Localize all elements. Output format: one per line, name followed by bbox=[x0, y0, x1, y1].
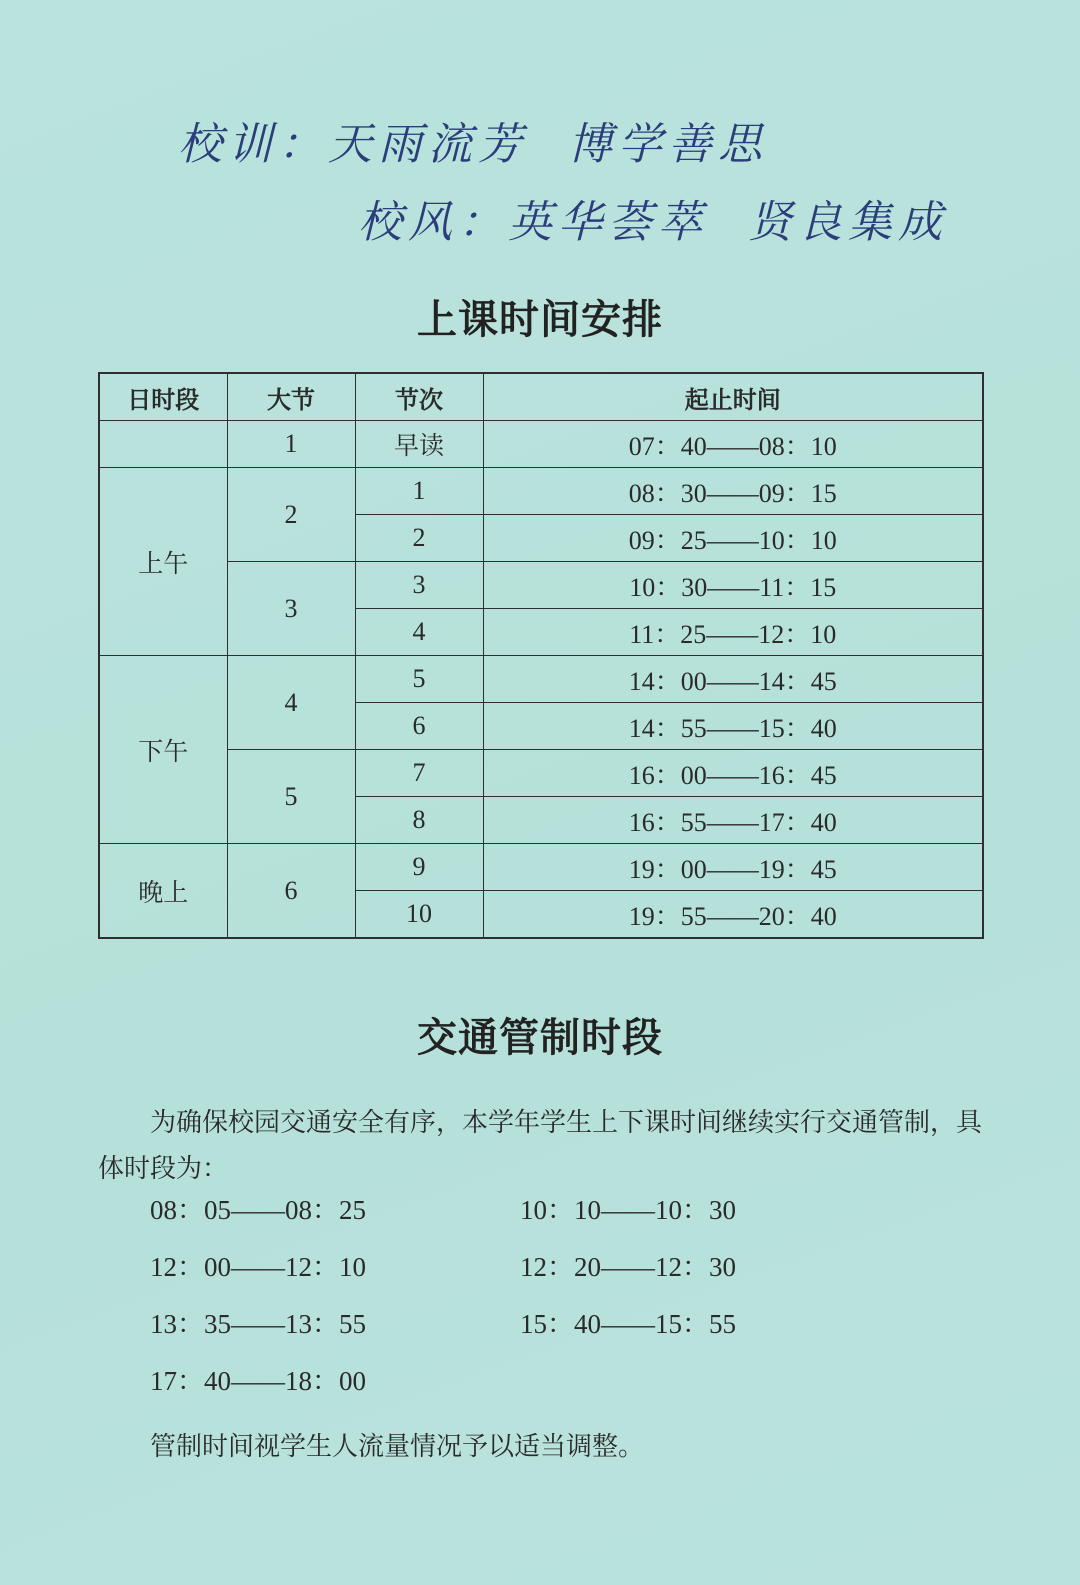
table-row bbox=[99, 844, 983, 891]
big-session-cell: 5 bbox=[227, 750, 355, 844]
table-row bbox=[99, 562, 983, 609]
class-schedule-table bbox=[98, 372, 984, 939]
time-cell: 14：55——15：40 bbox=[483, 703, 983, 750]
header-big-session: 大节 bbox=[227, 373, 355, 421]
time-cell: 08：30——09：15 bbox=[483, 468, 983, 515]
lesson-cell: 9 bbox=[355, 844, 483, 891]
traffic-slot: 10：10——10：30 bbox=[520, 1195, 736, 1225]
time-cell: 19：00——19：45 bbox=[483, 844, 983, 891]
lesson-cell: 早读 bbox=[355, 421, 483, 468]
header-period: 日时段 bbox=[99, 373, 227, 421]
period-cell-evening: 晚上 bbox=[99, 844, 227, 939]
traffic-intro-paragraph: 为确保校园交通安全有序，本学年学生上下课时间继续实行交通管制，具体时段为： bbox=[98, 1108, 983, 1184]
lesson-cell: 8 bbox=[355, 797, 483, 844]
lesson-cell: 10 bbox=[355, 891, 483, 939]
time-cell: 09：25——10：10 bbox=[483, 515, 983, 562]
period-cell-afternoon: 下午 bbox=[99, 656, 227, 844]
traffic-note: 管制时间视学生人流量情况予以适当调整。 bbox=[150, 1432, 645, 1462]
traffic-slot: 12：20——12：30 bbox=[520, 1252, 736, 1282]
table-row bbox=[99, 750, 983, 797]
motto-phrase-1: 校训：天雨流芳 bbox=[178, 119, 528, 170]
lesson-cell: 4 bbox=[355, 609, 483, 656]
traffic-slot: 08：05——08：25 bbox=[150, 1195, 366, 1225]
traffic-slot: 13：35——13：55 bbox=[150, 1309, 366, 1339]
big-session-cell: 6 bbox=[227, 844, 355, 939]
big-session-cell: 3 bbox=[227, 562, 355, 656]
table-row bbox=[99, 421, 983, 468]
time-cell: 16：00——16：45 bbox=[483, 750, 983, 797]
schedule-title: 上课时间安排 bbox=[417, 297, 663, 343]
time-cell: 19：55——20：40 bbox=[483, 891, 983, 939]
big-session-cell: 4 bbox=[227, 656, 355, 750]
time-cell: 16：55——17：40 bbox=[483, 797, 983, 844]
time-cell: 11：25——12：10 bbox=[483, 609, 983, 656]
table-row bbox=[99, 656, 983, 703]
ethos-phrase-2: 贤良集成 bbox=[748, 197, 948, 248]
school-ethos bbox=[358, 186, 948, 250]
big-session-cell: 1 bbox=[227, 421, 355, 468]
header-lesson: 节次 bbox=[355, 373, 483, 421]
traffic-slot: 12：00——12：10 bbox=[150, 1252, 366, 1282]
header-time-range: 起止时间 bbox=[483, 373, 983, 421]
lesson-cell: 5 bbox=[355, 656, 483, 703]
lesson-cell: 6 bbox=[355, 703, 483, 750]
motto-phrase-2: 博学善思 bbox=[568, 119, 768, 170]
table-row bbox=[99, 468, 983, 515]
traffic-slot: 17：40——18：00 bbox=[150, 1366, 366, 1396]
big-session-cell: 2 bbox=[227, 468, 355, 562]
traffic-control-title: 交通管制时段 bbox=[417, 1015, 663, 1061]
lesson-cell: 1 bbox=[355, 468, 483, 515]
ethos-phrase-1: 校风：英华荟萃 bbox=[358, 197, 708, 248]
traffic-slot: 15：40——15：55 bbox=[520, 1309, 736, 1339]
lesson-cell: 7 bbox=[355, 750, 483, 797]
lesson-cell: 3 bbox=[355, 562, 483, 609]
period-cell-morning: 上午 bbox=[99, 468, 227, 656]
table-header-row bbox=[99, 373, 983, 421]
lesson-cell: 2 bbox=[355, 515, 483, 562]
time-cell: 07：40——08：10 bbox=[483, 421, 983, 468]
period-cell-empty bbox=[99, 421, 227, 468]
time-cell: 14：00——14：45 bbox=[483, 656, 983, 703]
school-motto bbox=[178, 108, 768, 172]
time-cell: 10：30——11：15 bbox=[483, 562, 983, 609]
